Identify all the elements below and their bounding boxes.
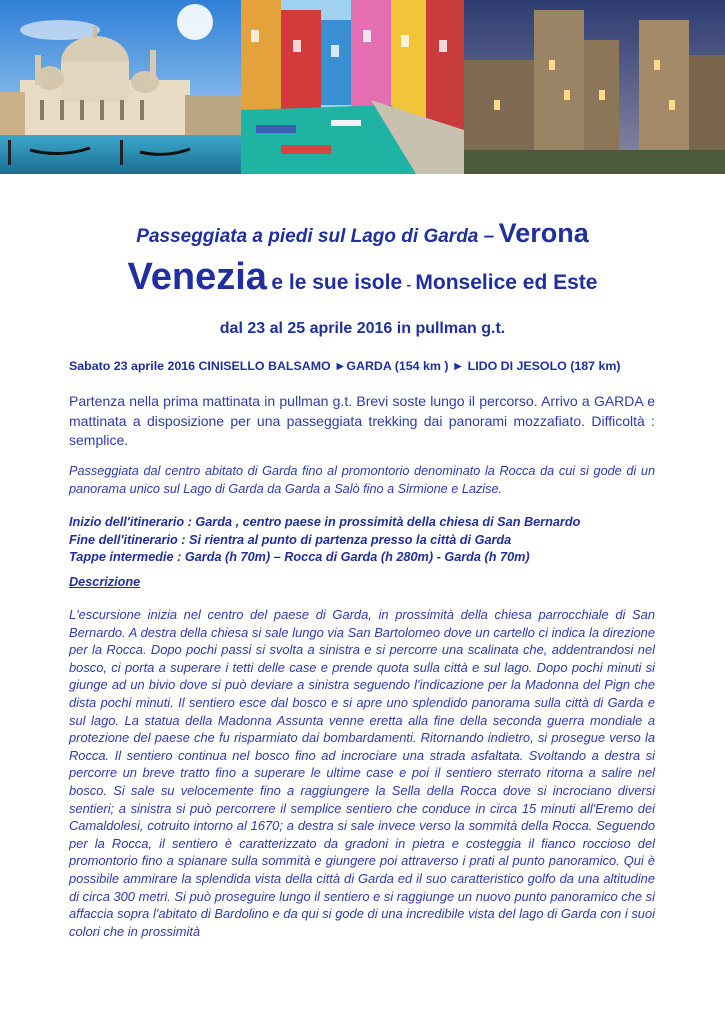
title-walk: Passeggiata a piedi sul Lago di Garda – xyxy=(136,226,495,247)
title-line-1 xyxy=(0,218,725,249)
trip-dates: dal 23 al 25 aprile 2016 in pullman g.t. xyxy=(219,320,506,337)
title-islands: e le sue isole xyxy=(271,271,403,294)
title-dash: - xyxy=(406,277,411,292)
canal-houses-photo xyxy=(241,0,464,174)
title-line-2 xyxy=(0,256,725,299)
itinerary-end: Fine dell'itinerario : Si rientra al punto di partenza presso la città di Garda xyxy=(69,532,512,547)
itinerary-start: Inizio dell'itinerario : Garda , centro paese in prossimità della chiesa di San Bernardo xyxy=(69,515,581,529)
title-verona: Verona xyxy=(498,218,589,248)
photo-banner xyxy=(0,0,725,174)
itinerary-block xyxy=(69,514,659,567)
description-paragraph: L'escursione inizia nel centro del paese di Garda, in prossimità della chiesa parrocchiale di San Bernardo. A destra della chiesa si sale lungo via San Bartolomeo dove un cartello ci indica la direzione per la Rocca. Dopo pochi passi si svolta a sinistra e si percorre una scalinata che, addentrandosi nel bosco, ci porta a superare i tetti delle case e prende quota sulla città e sul lago. Dopo pochi minuti si giunge ad un bivio dove si può deviare a sinistra seguendo l'indicazione per la Madonna del Pign che dista pochi minuti. Il sentiero esce dal bosco e si apre uno splendido panorama sulla città di Garda e sul lago. La statua della Madonna Assunta venne eretta alla fine della seconda guerra mondiale a protezione del paese che fu risparmiato dai bombardamenti. Ritornando indietro, si prosegue verso la Rocca. Il sentiero continua nel bosco fino ad incrociare una strada asfaltata. Svoltando a destra si percorre un breve tratto fino a superare le ultime case e poi il sentiero sterrato ritorna a salire nel bosco. Si sale su velocemente fino a raggiungere la Sella della Rocca dove si incrociano diversi sentieri; a sinistra si può percorrere il semplice sentiero che conduce in circa 15 minuti all'Eremo dei Camaldolesi, cotruito intorno al 1670; a destra si sale invece verso la sommità della Rocca. Seguendo per la Rocca, il sentiero è caratterizzato da gradoni in pietra e costeggia il fianco roccioso del promontorio fino a spianare sulla sommità e giungere poi attraverso i prati al punto panoramico. Qui è possibile ammirare la splendida vista della città di Garda ed il suo caratteristico golfo da una altitudine di circa 300 metri. Si può proseguire lungo il sentiero e si raggiunge un nuovo punto panoramico che si affaccia sopra l'abitato di Bardolino e da qui si gode di una incredibile vista del lago di Garda con i suoi colori che in prossimità xyxy=(69,607,655,939)
description-heading: Descrizione xyxy=(69,575,141,589)
castle-photo xyxy=(464,0,725,174)
itinerary-stages: Tappe intermedie : Garda (h 70m) – Rocca di Garda (h 280m) - Garda (h 70m) xyxy=(69,550,530,564)
title-venezia: Venezia xyxy=(127,256,267,298)
day1-route: Sabato 23 aprile 2016 CINISELLO BALSAMO ►GARDA (154 km ) ► LIDO DI JESOLO (187 km) xyxy=(69,359,621,373)
title-monselice: Monselice ed Este xyxy=(415,271,598,294)
walk-summary-paragraph: Passeggiata dal centro abitato di Garda fino al promontorio denominato la Rocca da cui si gode di un panorama unico sul Lago di Garda da Garda a Salò fino a Sirmione e Lazise. xyxy=(69,464,655,496)
intro-paragraph: Partenza nella prima mattinata in pullman g.t. Brevi soste lungo il percorso. Arrivo a GARDA e mattinata a disposizione per una passeggiata trekking dai panorami mozzafiato. Difficoltà : semplice. xyxy=(69,393,655,448)
venice-photo xyxy=(0,0,241,174)
